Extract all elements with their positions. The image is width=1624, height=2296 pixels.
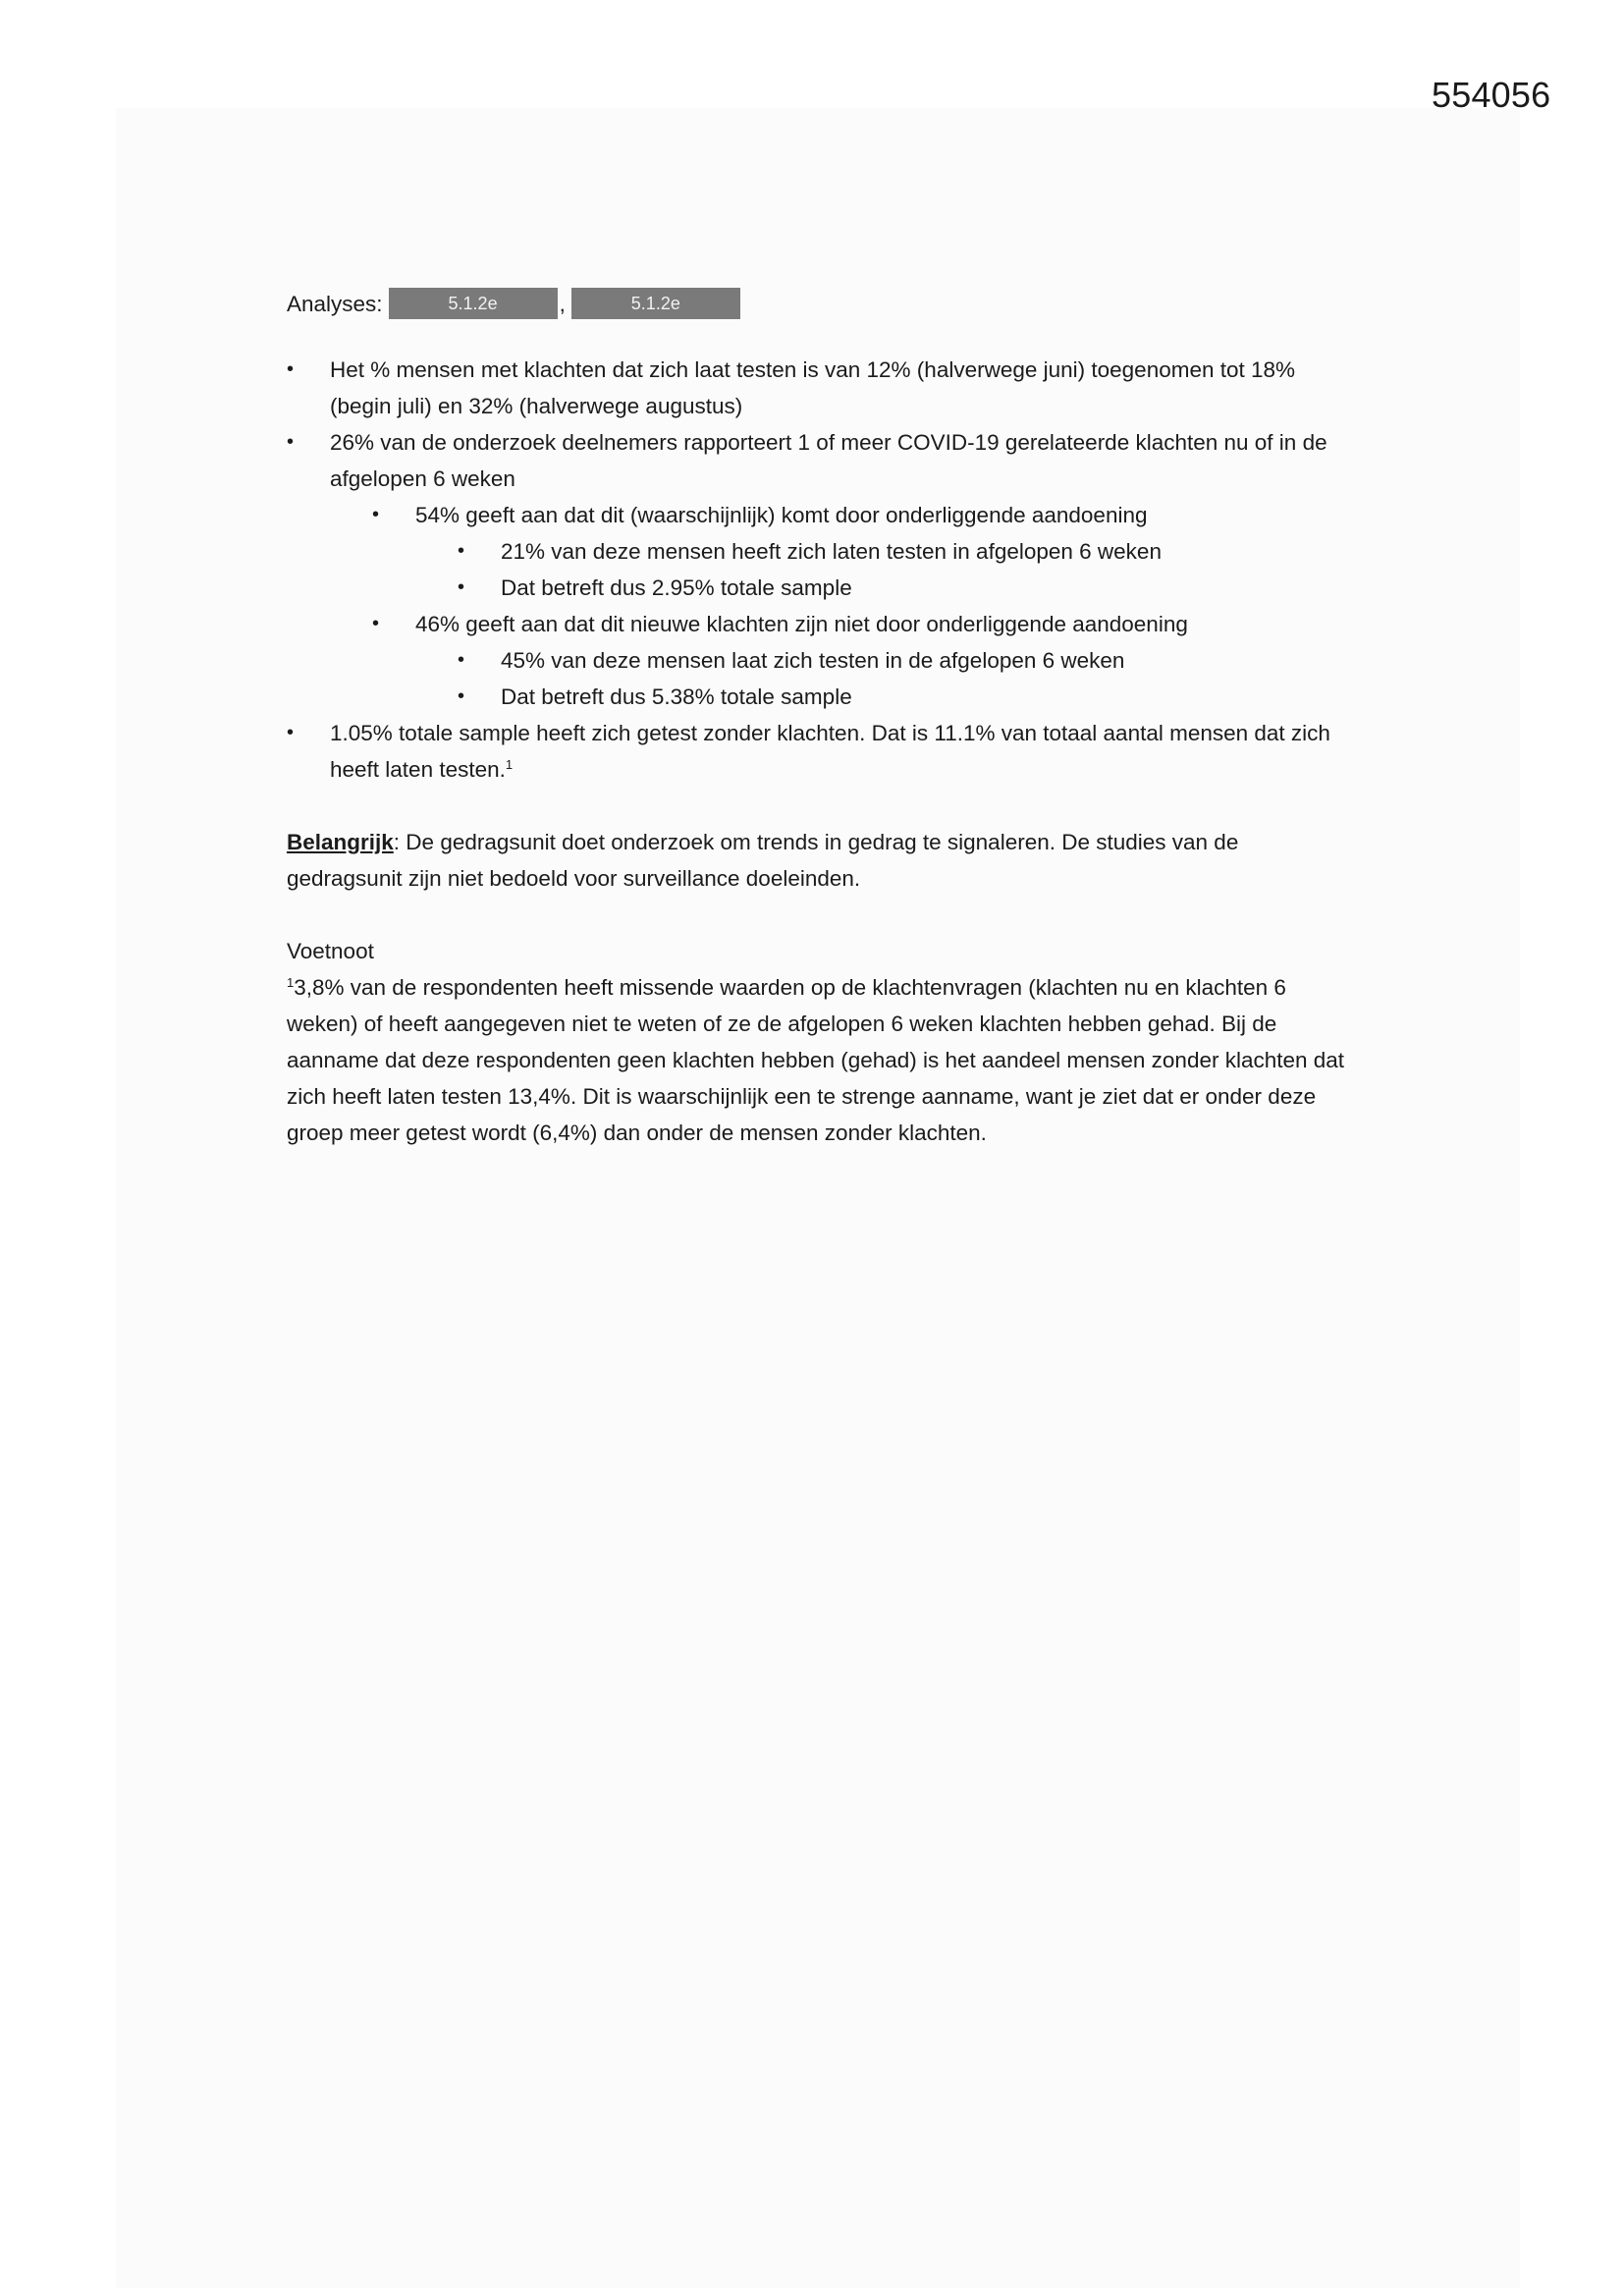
list-item-text: Het % mensen met klachten dat zich laat testen is van 12% (halverwege juni) toegenomen tot 18% (begin juli) en 32% (halverwege augustus) (330, 357, 1296, 418)
list-item-text: Dat betreft dus 5.38% totale sample (501, 684, 852, 709)
bullet-icon: • (287, 431, 295, 453)
footnote-text-block (287, 969, 1357, 1151)
bullet-icon: • (458, 540, 465, 562)
findings-list (287, 352, 1357, 788)
redaction-box: 5.1.2e (389, 288, 558, 319)
list-item (287, 497, 1357, 533)
analyses-line (287, 285, 1357, 322)
document-number: 554056 (1432, 75, 1551, 115)
list-item-text: Dat betreft dus 2.95% totale sample (501, 575, 852, 600)
redaction-separator: , (559, 291, 566, 316)
list-item-text: 45% van deze mensen laat zich testen in de afgelopen 6 weken (501, 648, 1125, 673)
bullet-icon: • (458, 576, 465, 598)
list-item (287, 533, 1357, 570)
analyses-label: Analyses: (287, 291, 383, 316)
redaction-box: 5.1.2e (571, 288, 740, 319)
list-item (287, 606, 1357, 642)
list-item-text: 46% geeft aan dat dit nieuwe klachten zijn niet door onderliggende aandoening (415, 612, 1188, 636)
document-body (287, 285, 1357, 1151)
bullet-icon: • (458, 685, 465, 707)
list-item-text: 54% geeft aan dat dit (waarschijnlijk) komt door onderliggende aandoening (415, 503, 1148, 527)
list-item (287, 352, 1357, 424)
footnote-marker: 1 (287, 975, 295, 990)
bullet-icon: • (287, 358, 295, 380)
important-text: : De gedragsunit doet onderzoek om trends in gedrag te signaleren. De studies van de gedragsunit zijn niet bedoeld voor surveillance doeleinden. (287, 830, 1239, 891)
list-item-text: 26% van de onderzoek deelnemers rapporteert 1 of meer COVID-19 gerelateerde klachten nu of in de afgelopen 6 weken (330, 430, 1327, 491)
list-item (287, 715, 1357, 788)
list-item (287, 570, 1357, 606)
bullet-icon: • (372, 504, 380, 525)
bullet-icon: • (372, 613, 380, 634)
footnote-text: 3,8% van de respondenten heeft missende waarden op de klachtenvragen (klachten nu en klachten 6 weken) of heeft aangegeven niet te weten of ze de afgelopen 6 weken klachten hebben gehad. Bij de aanname dat deze respondenten geen klachten hebben (gehad) is het aandeel mensen zonder klachten dat zich heeft laten testen 13,4%. Dit is waarschijnlijk een te strenge aanname, want je ziet dat er onder deze groep meer getest wordt (6,4%) dan onder de mensen zonder klachten. (287, 975, 1345, 1145)
bullet-icon: • (287, 722, 295, 743)
list-item-text: 1.05% totale sample heeft zich getest zonder klachten. Dat is 11.1% van totaal aantal mensen dat zich heeft laten testen. (330, 721, 1330, 782)
list-item (287, 642, 1357, 679)
footnote-reference: 1 (505, 757, 514, 772)
footnote-section (287, 933, 1357, 1151)
important-note (287, 824, 1357, 897)
important-label: Belangrijk (287, 830, 394, 854)
footnote-heading: Voetnoot (287, 939, 374, 963)
bullet-icon: • (458, 649, 465, 671)
list-item (287, 424, 1357, 497)
list-item (287, 679, 1357, 715)
list-item-text: 21% van deze mensen heeft zich laten testen in afgelopen 6 weken (501, 539, 1162, 564)
